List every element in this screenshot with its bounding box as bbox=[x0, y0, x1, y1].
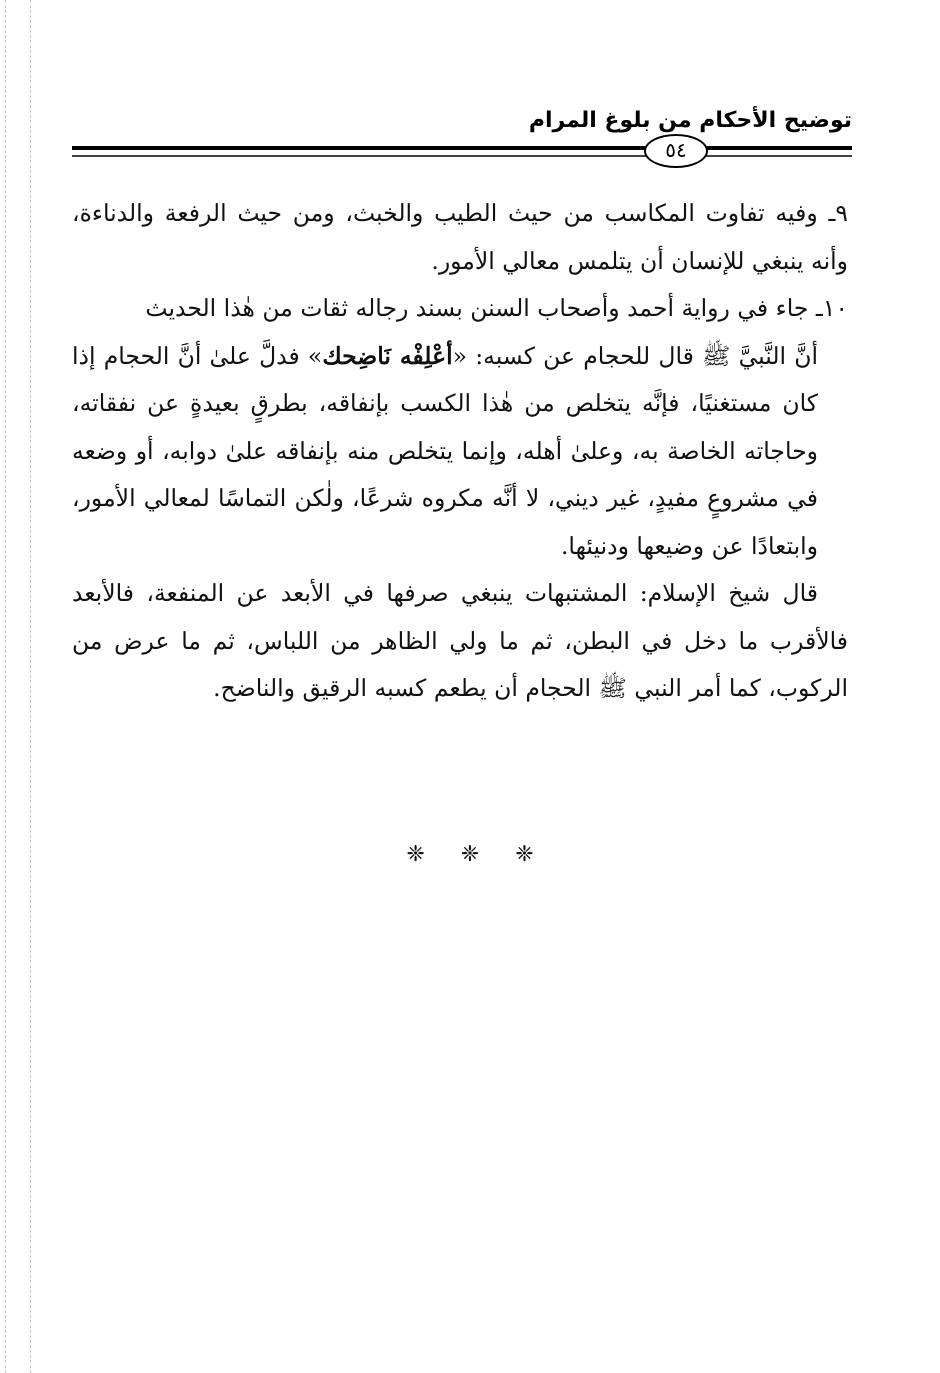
ibn-taymiyyah-quote-paragraph: قال شيخ الإسلام: المشتبهات ينبغي صرفها في الأبعد عن المنفعة، فالأبعد فالأقرب ما دخل في البطن، ثم ما ولي الظاهر من اللباس، ثم ما عرض من الركوب، كما أمر النبي ﷺ الحجام أن يطعم كسبه الرقيق والناضح. bbox=[72, 579, 848, 702]
running-title: توضيح الأحكام من بلوغ المرام bbox=[528, 108, 852, 133]
asterism-icon: ❈ bbox=[406, 842, 425, 867]
item-9-text: وفيه تفاوت المكاسب من حيث الطيب والخبث، ومن حيث الرفعة والدناءة، وأنه ينبغي للإنسان أن يتلمس معالي الأمور. bbox=[72, 199, 848, 275]
scan-margin-line bbox=[5, 0, 6, 1373]
item-9-number: ٩ـ bbox=[828, 199, 848, 227]
asterism-icon: ❈ bbox=[515, 842, 534, 867]
header-rule bbox=[72, 145, 852, 161]
scan-margin-line bbox=[30, 0, 31, 1373]
item-10-intro: جاء في رواية أحمد وأصحاب السنن بسند رجاله ثقات من هٰذا الحديث bbox=[145, 294, 809, 322]
item-10-before-quote: أنَّ النَّبيَّ ﷺ قال للحجام عن كسبه: « bbox=[452, 341, 818, 370]
hadith-quote: أعْلِفْه نَاضِحك bbox=[322, 341, 453, 370]
section-divider-ornaments bbox=[0, 842, 940, 867]
item-10 bbox=[72, 285, 848, 333]
asterism-icon: ❈ bbox=[460, 842, 480, 867]
item-9 bbox=[72, 190, 848, 285]
item-10-body bbox=[72, 333, 848, 571]
item-10-number: ١٠ـ bbox=[815, 294, 848, 322]
page-header bbox=[72, 98, 852, 168]
page-number-frame bbox=[644, 134, 708, 168]
page-number: ٥٤ bbox=[665, 138, 687, 162]
item-10-after-quote: » فدلَّ علىٰ أنَّ الحجام إذا كان مستغنيًا، فإنَّه يتخلص من هٰذا الكسب بإنفاقه، بطرقٍ بعيدةٍ عن نفقاته، وحاجاته الخاصة به، وعلىٰ أهله، وإنما يتخلص منه بإنفاقه علىٰ دوابه، أو وضعه في مشروعٍ مفيدٍ، غير ديني، لا أنَّه مكروه شرعًا، ولٰكن التماسًا لمعالي الأمور، وابتعادًا عن وضيعها ودنيئها. bbox=[72, 341, 818, 560]
page-body bbox=[72, 190, 848, 713]
